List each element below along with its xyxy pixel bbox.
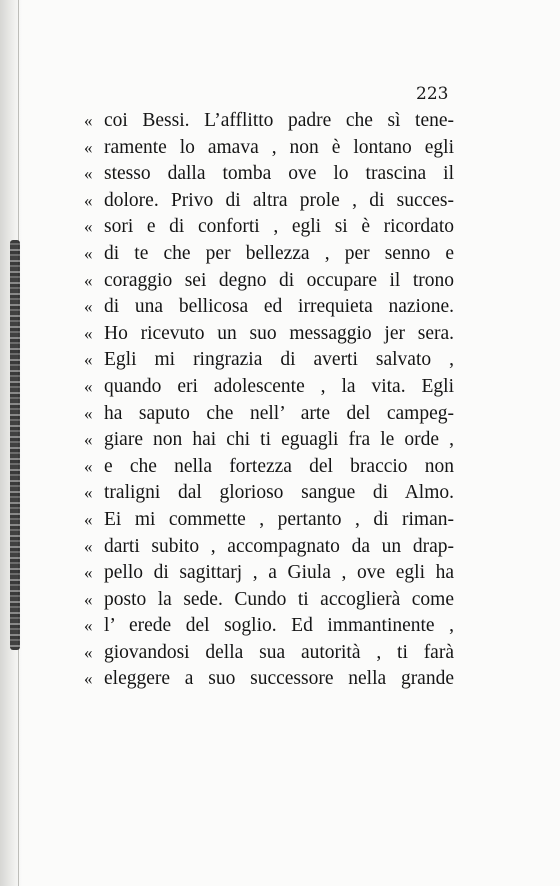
quote-mark: « (84, 589, 93, 609)
text-line (84, 613, 474, 640)
quote-mark: « (84, 323, 93, 343)
quote-mark: « (84, 536, 93, 556)
text-line (84, 560, 474, 587)
page-number: 223 (416, 84, 449, 104)
line-text: dolore. Privo di altra prole , di succes- (104, 189, 454, 211)
quote-mark: « (84, 217, 93, 237)
quote-mark: « (84, 190, 93, 210)
text-line (84, 534, 474, 561)
text-line (84, 374, 474, 401)
line-text: pello di sagittarj , a Giula , ove egli ha (104, 562, 454, 584)
text-line (84, 214, 474, 241)
text-line (84, 108, 474, 135)
text-line (84, 347, 474, 374)
quote-mark: « (84, 164, 93, 184)
text-line (84, 294, 474, 321)
line-text: giare non hai chi ti eguagli fra le orde , (104, 429, 454, 451)
line-text: l’ erede del soglio. Ed immantinente , (104, 615, 454, 637)
quote-mark: « (84, 350, 93, 370)
text-line (84, 587, 474, 614)
quote-mark: « (84, 376, 93, 396)
quote-mark: « (84, 563, 93, 583)
line-text: coraggio sei degno di occupare il trono (104, 269, 454, 291)
text-line (84, 454, 474, 481)
line-text: di una bellicosa ed irrequieta nazione. (104, 296, 454, 318)
quote-mark: « (84, 111, 93, 130)
line-text: giovandosi della sua autorità , ti farà (104, 641, 454, 663)
quote-mark: « (84, 430, 93, 450)
line-text: coi Bessi. L’afflitto padre che sì tene- (104, 110, 454, 131)
text-line (84, 666, 474, 693)
quote-mark: « (84, 297, 93, 317)
quote-mark: « (84, 642, 93, 662)
quote-mark: « (84, 137, 93, 157)
line-text: di te che per bellezza , per senno e (104, 242, 454, 264)
text-line (84, 321, 474, 348)
line-text: ha saputo che nell’ arte del campeg- (104, 402, 454, 424)
binding-smudge (10, 240, 20, 650)
quote-mark: « (84, 270, 93, 290)
text-line (84, 161, 474, 188)
line-text: ramente lo amava , non è lontano egli (104, 136, 454, 158)
text-line (84, 401, 474, 428)
line-text: sori e di conforti , egli si è ricordato (104, 216, 454, 238)
line-text: quando eri adolescente , la vita. Egli (104, 375, 454, 397)
line-text: e che nella fortezza del braccio non (104, 455, 454, 477)
line-text: traligni dal glorioso sangue di Almo. (104, 482, 454, 504)
line-text: posto la sede. Cundo ti accoglierà come (104, 588, 454, 610)
quote-mark: « (84, 509, 93, 529)
text-line (84, 640, 474, 667)
quote-mark: « (84, 243, 93, 263)
text-line (84, 268, 474, 295)
text-block (84, 108, 474, 693)
text-line (84, 241, 474, 268)
text-line (84, 480, 474, 507)
text-line (84, 188, 474, 215)
line-text: Ei mi commette , pertanto , di riman- (104, 508, 454, 530)
text-line (84, 135, 474, 162)
line-text: stesso dalla tomba ove lo trascina il (104, 163, 454, 185)
line-text: Ho ricevuto un suo messaggio jer sera. (104, 322, 454, 344)
text-line (84, 507, 474, 534)
text-line (84, 427, 474, 454)
quote-mark: « (84, 456, 93, 476)
quote-mark: « (84, 669, 93, 689)
quote-mark: « (84, 616, 93, 636)
quote-mark: « (84, 403, 93, 423)
quote-mark: « (84, 483, 93, 503)
line-text: darti subito , accompagnato da un drap- (104, 535, 454, 557)
line-text: Egli mi ringrazia di averti salvato , (104, 349, 454, 371)
line-text: eleggere a suo successore nella grande (104, 668, 454, 690)
